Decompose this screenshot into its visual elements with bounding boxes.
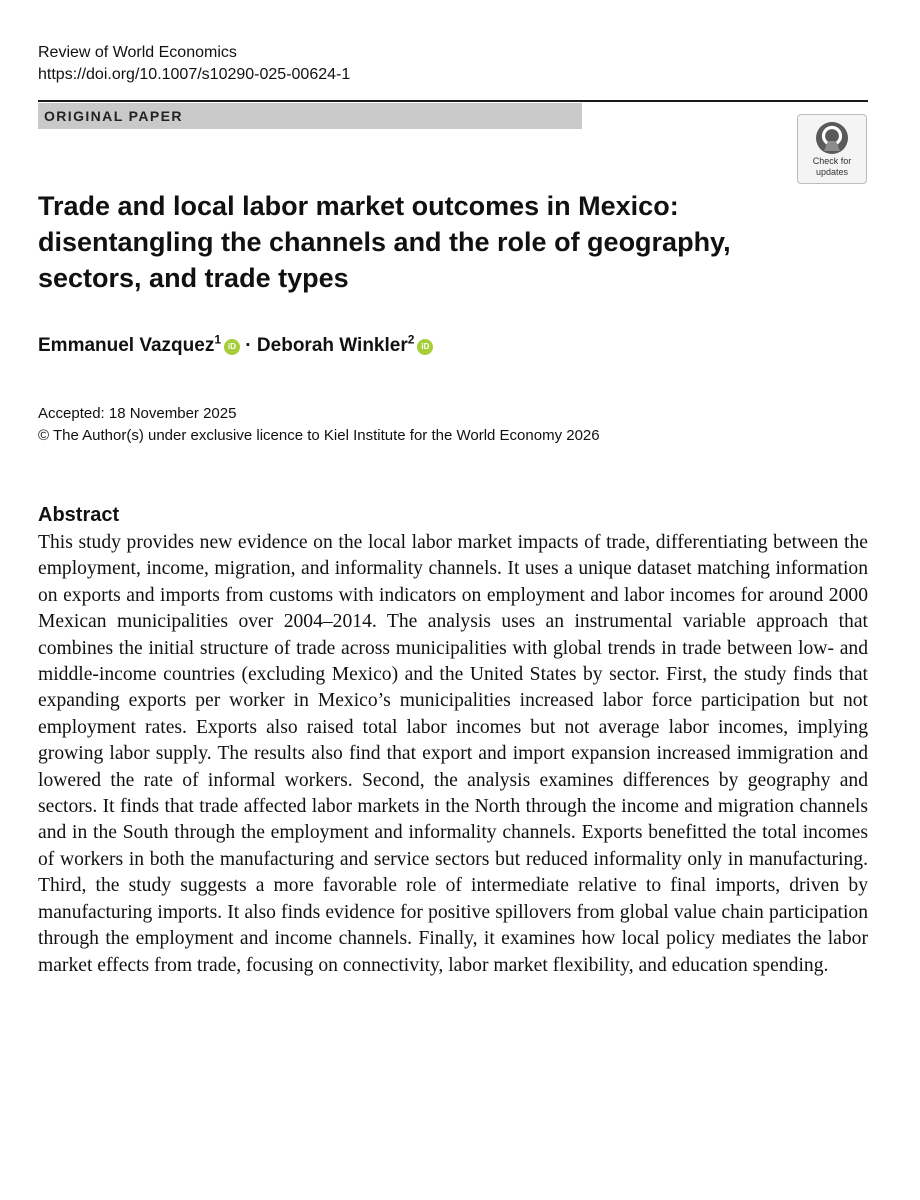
check-for-updates-badge[interactable] xyxy=(797,114,867,184)
journal-name: Review of World Economics xyxy=(38,44,237,61)
copyright-notice: © The Author(s) under exclusive licence to Kiel Institute for the World Economy 2026 xyxy=(38,427,600,444)
author-name: Emmanuel Vazquez xyxy=(38,335,215,356)
accepted-date: Accepted: 18 November 2025 xyxy=(38,405,237,422)
check-label-line2: updates xyxy=(815,167,849,177)
section-label: ORIGINAL PAPER xyxy=(38,103,582,129)
paper-title: Trade and local labor market outcomes in Mexico: disentangling the channels and the role of geography, sectors, and trade types xyxy=(38,191,731,293)
abstract-text: This study provides new evidence on the local labor market impacts of trade, differentiating between the employment, income, migration, and informality channels. It uses a unique dataset matching information on exports and imports from customs with indicators on employment and labor incomes for around 2000 Mexican municipalities over 2004–2014. The analysis uses an instrumental variable approach that combines the initial structure of trade across municipalities with global trends in trade between low- and middle-income countries (excluding Mexico) and the United States by sector. First, the study finds that expanding exports per worker in Mexico’s municipalities increased labor force participation but not employment rates. Exports also raised total labor incomes but not average labor incomes, implying growing labor supply. The results also find that export and import expansion increased immigration and lowered the rate of informal workers. Second, the analysis examines differences by geography and sectors. It finds that trade affected labor markets in the North through the income and migration channels and in the South through the employment and informality channels. Exports benefitted the total incomes of workers in both the manufacturing and service sectors but reduced informality only in manufacturing. Third, the study suggests a more favorable role of intermediate relative to final imports, driven by manufacturing imports. It also finds evidence for positive spillovers from global value chain participation through the employment and income channels. Finally, it examines how local policy mediates the labor market effects from trade, focusing on connectivity, labor market flexibility, and education spending. xyxy=(38,532,868,976)
abstract-heading: Abstract xyxy=(38,504,120,526)
crossmark-icon xyxy=(815,121,849,155)
doi-link[interactable]: https://doi.org/10.1007/s10290-025-00624-1 xyxy=(38,66,351,83)
author-affiliation: 2 xyxy=(407,332,415,347)
author-separator: · xyxy=(240,335,257,356)
author-list xyxy=(38,333,433,359)
orcid-icon[interactable]: iD xyxy=(224,339,240,355)
header-rule xyxy=(38,100,868,102)
orcid-icon[interactable]: iD xyxy=(417,339,433,355)
author-affiliation: 1 xyxy=(214,332,222,347)
check-label-line1: Check for xyxy=(812,156,852,166)
author-name: Deborah Winkler xyxy=(256,335,408,356)
